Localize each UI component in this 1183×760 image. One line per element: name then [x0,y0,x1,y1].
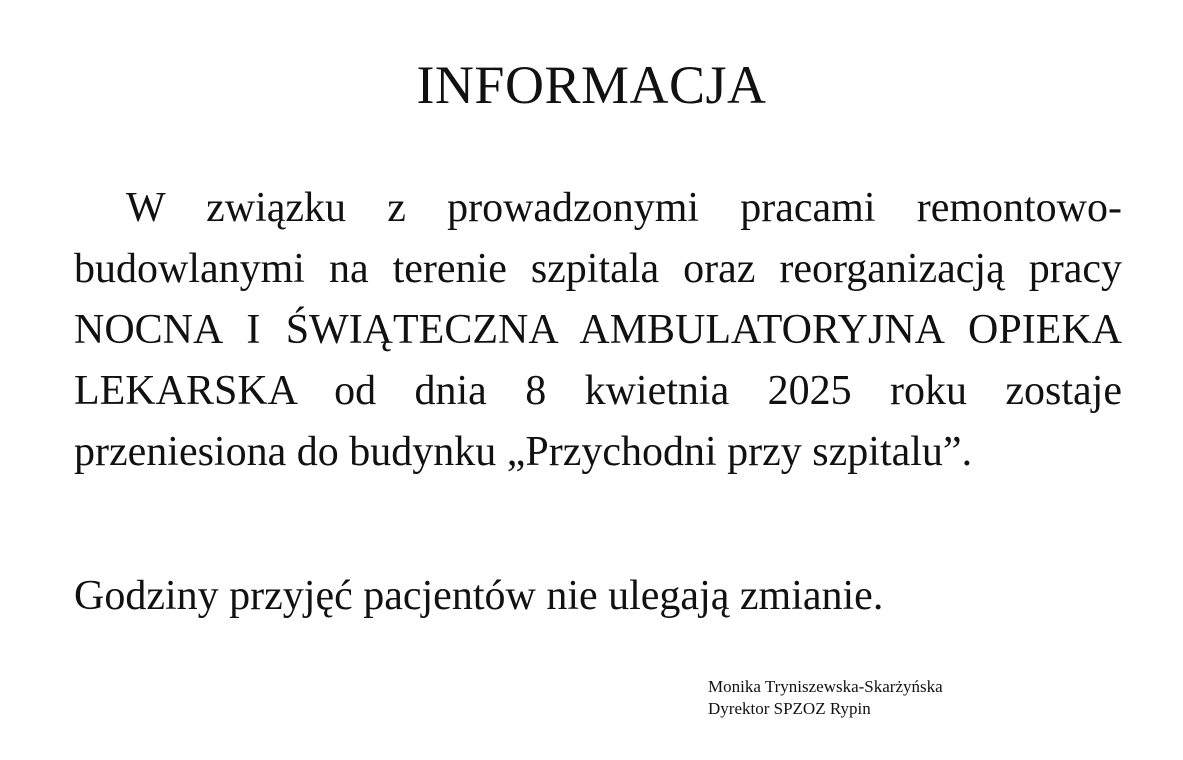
signature-block [708,676,943,720]
hours-note: Godziny przyjęć pacjentów nie ulegają zmianie. [74,573,884,619]
announcement-paragraph: W związku z prowadzonymi pracami remontowo-budowlanymi na terenie szpitala oraz reorganizacją pracy NOCNA I ŚWIĄTECZNA AMBULATORYJNA OPIEKA LEKARSKA od dnia 8 kwietnia 2025 roku zostaje przeniesiona do budynku „Przychodni przy szpitalu”. [74,185,1122,475]
signatory-position: Dyrektor SPZOZ Rypin [708,699,871,718]
document-title: INFORMACJA [416,55,767,115]
signatory-name: Monika Tryniszewska-Skarżyńska [708,677,943,696]
